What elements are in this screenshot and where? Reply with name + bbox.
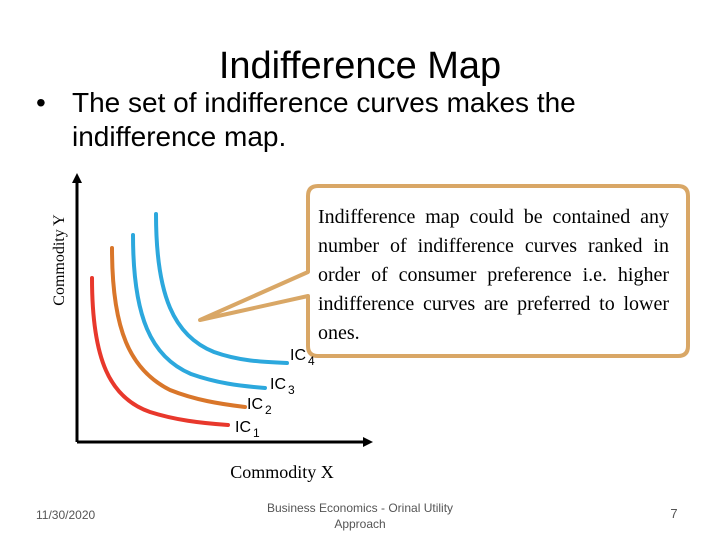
footer-date: 11/30/2020	[36, 508, 96, 522]
ic-label-3: IC $_3$	[270, 376, 295, 397]
ic-label-1: IC $_1$	[235, 419, 260, 440]
bullet-text: The set of indifference curves makes the indifference map.	[72, 87, 576, 152]
y-axis-label: Commodity Y	[51, 214, 68, 306]
page-number: 7	[670, 506, 678, 521]
ic-label-4: IC $_4$	[290, 347, 315, 368]
ic-label-2: IC $_2$	[247, 396, 272, 417]
slide-title: Indifference Map	[218, 45, 502, 87]
callout-text: Indifference map could be contained any number of indifference curves ranked in order of consumer preference i.e. higher indifference curves are preferred to lower ones.	[318, 206, 669, 344]
footer-title: Business Economics - Orinal Utility Approach	[266, 501, 454, 531]
bullet-marker: •	[36, 87, 46, 118]
x-axis-label: Commodity X	[230, 462, 334, 482]
